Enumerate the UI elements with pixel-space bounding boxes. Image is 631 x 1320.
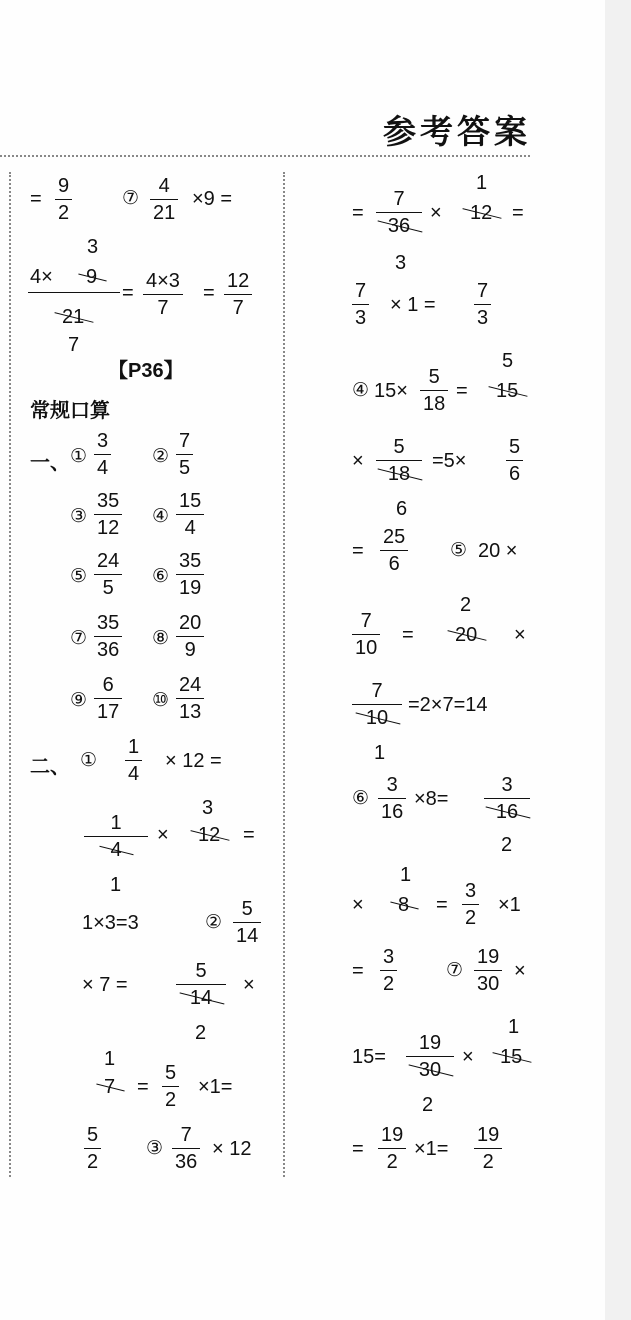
fraction: 5 14 bbox=[176, 960, 226, 1009]
times-sign: × bbox=[514, 624, 526, 646]
eq-sign: = bbox=[352, 960, 364, 982]
expression-text: × 1 = bbox=[390, 294, 436, 316]
fraction: 25 6 bbox=[380, 526, 408, 575]
question-number: ⑥ bbox=[352, 788, 370, 809]
question-number: ④ bbox=[152, 506, 170, 527]
question-number: ⑩ bbox=[152, 690, 170, 711]
eq-sign: = bbox=[436, 894, 448, 916]
times-sign: × bbox=[243, 974, 255, 996]
fraction: 3 2 bbox=[462, 880, 479, 929]
answer-fraction: 24 13 bbox=[176, 674, 204, 723]
cancelled-number: 9 bbox=[86, 266, 98, 288]
cancel-result: 3 bbox=[395, 252, 407, 274]
question-number: ② bbox=[152, 446, 170, 467]
eq-sign: = bbox=[352, 540, 364, 562]
cancelled-number: 15 bbox=[500, 1046, 523, 1068]
expression-text: × 7 = bbox=[82, 974, 128, 996]
header-divider bbox=[0, 155, 530, 157]
eq-sign: = bbox=[203, 282, 215, 304]
times-sign: × bbox=[352, 894, 364, 916]
fraction: 7 36 bbox=[376, 188, 422, 237]
cancelled-number: 12 bbox=[470, 202, 493, 224]
answer-fraction: 3 4 bbox=[94, 430, 111, 479]
fraction: 5 2 bbox=[162, 1062, 179, 1111]
eq-sign: = bbox=[512, 202, 524, 224]
expression-text: ×1 bbox=[498, 894, 521, 916]
page-edge bbox=[605, 0, 631, 1320]
eq-sign: = bbox=[30, 188, 42, 210]
fraction: 3 16 bbox=[378, 774, 406, 823]
section-title: 常规口算 bbox=[30, 398, 110, 422]
eq-sign: = bbox=[402, 624, 414, 646]
fraction: 1 4 bbox=[125, 736, 142, 785]
expression-text: ×8= bbox=[414, 788, 449, 810]
question-number: ② bbox=[205, 912, 223, 933]
question-number: ⑦ bbox=[70, 628, 88, 649]
cancel-result: 1 bbox=[508, 1016, 520, 1038]
times-sign: × bbox=[462, 1046, 474, 1068]
answer-fraction: 35 19 bbox=[176, 550, 204, 599]
times-sign: × bbox=[430, 202, 442, 224]
eq-sign: = bbox=[352, 202, 364, 224]
expression-text: ×1= bbox=[198, 1076, 233, 1098]
cancel-result: 2 bbox=[195, 1022, 207, 1044]
cancel-result: 3 bbox=[87, 236, 99, 258]
fraction: 5 18 bbox=[420, 366, 448, 415]
question-number: ⑦ bbox=[446, 960, 464, 981]
cancel-result: 1 bbox=[476, 172, 488, 194]
fraction: 4 21 bbox=[150, 175, 178, 224]
expression-text: =5× bbox=[432, 450, 467, 472]
expression-text: 1×3=3 bbox=[82, 912, 139, 934]
times-sign: × bbox=[157, 824, 169, 846]
fraction: 7 3 bbox=[474, 280, 491, 329]
fraction-bar bbox=[28, 292, 120, 293]
cancel-result: 5 bbox=[502, 350, 514, 372]
fraction: 1 4 bbox=[84, 812, 148, 861]
fraction: 5 2 bbox=[84, 1124, 101, 1173]
answer-fraction: 6 17 bbox=[94, 674, 122, 723]
fraction: 7 36 bbox=[172, 1124, 200, 1173]
page-label: 【P36】 bbox=[108, 360, 184, 382]
question-number: ⑤ bbox=[450, 540, 468, 561]
part-label: 一、 bbox=[30, 450, 70, 474]
answer-fraction: 20 9 bbox=[176, 612, 204, 661]
answer-fraction: 15 4 bbox=[176, 490, 204, 539]
eq-sign: = bbox=[352, 1138, 364, 1160]
expression-text: =2×7=14 bbox=[408, 694, 488, 716]
fraction: 12 7 bbox=[224, 270, 252, 319]
fraction: 7 10 bbox=[352, 610, 380, 659]
question-number: ⑨ bbox=[70, 690, 88, 711]
fraction: 9 2 bbox=[55, 175, 72, 224]
fraction: 5 6 bbox=[506, 436, 523, 485]
cancel-result: 2 bbox=[501, 834, 513, 856]
cancel-result: 1 bbox=[110, 874, 122, 896]
cancel-result: 1 bbox=[104, 1048, 116, 1070]
times-sign: × bbox=[352, 450, 364, 472]
cancel-result: 6 bbox=[396, 498, 408, 520]
answer-fraction: 24 5 bbox=[94, 550, 122, 599]
expression-text: ×9 = bbox=[192, 188, 233, 210]
cancelled-number: 21 bbox=[62, 306, 85, 328]
fraction: 3 2 bbox=[380, 946, 397, 995]
eq-sign: = bbox=[243, 824, 255, 846]
fraction: 7 3 bbox=[352, 280, 369, 329]
cancelled-number: 20 bbox=[455, 624, 478, 646]
fraction: 19 2 bbox=[378, 1124, 406, 1173]
page-title: 参考答案 bbox=[383, 112, 531, 151]
fraction: 19 2 bbox=[474, 1124, 502, 1173]
fraction: 19 30 bbox=[474, 946, 502, 995]
column-divider bbox=[283, 172, 285, 1177]
cancelled-number: 15 bbox=[496, 380, 519, 402]
expression-text: 15× bbox=[374, 380, 408, 402]
question-number: ⑧ bbox=[152, 628, 170, 649]
expression-text: × 12 bbox=[212, 1138, 252, 1160]
question-number: ⑥ bbox=[152, 566, 170, 587]
fraction: 19 30 bbox=[406, 1032, 454, 1081]
fraction: 4×3 7 bbox=[143, 270, 183, 319]
cancel-result: 1 bbox=[374, 742, 386, 764]
fraction: 3 16 bbox=[484, 774, 530, 823]
cancelled-number: 8 bbox=[398, 894, 410, 916]
fraction: 7 10 bbox=[352, 680, 402, 729]
times-sign: × bbox=[514, 960, 526, 982]
cancelled-number: 12 bbox=[198, 824, 221, 846]
expression-text: × 12 = bbox=[165, 750, 222, 772]
question-number: ④ bbox=[352, 380, 370, 401]
question-number: ① bbox=[70, 446, 88, 467]
answer-fraction: 35 12 bbox=[94, 490, 122, 539]
expression-text: 20 × bbox=[478, 540, 518, 562]
answer-fraction: 7 5 bbox=[176, 430, 193, 479]
question-number: ⑦ bbox=[122, 188, 140, 209]
answer-fraction: 35 36 bbox=[94, 612, 122, 661]
cancel-result: 1 bbox=[400, 864, 412, 886]
question-number: ③ bbox=[70, 506, 88, 527]
eq-sign: = bbox=[456, 380, 468, 402]
fraction: 5 14 bbox=[233, 898, 261, 947]
numerator-text: 4× bbox=[30, 266, 53, 288]
part-label: 二、 bbox=[30, 754, 70, 778]
eq-sign: = bbox=[122, 282, 134, 304]
cancel-result: 3 bbox=[202, 797, 214, 819]
question-number: ① bbox=[80, 750, 98, 771]
question-number: ③ bbox=[146, 1138, 164, 1159]
cancel-result: 2 bbox=[460, 594, 472, 616]
cancel-result: 7 bbox=[68, 334, 80, 356]
fraction: 5 18 bbox=[376, 436, 422, 485]
cancel-result: 2 bbox=[422, 1094, 434, 1116]
cancelled-number: 7 bbox=[104, 1076, 116, 1098]
left-border bbox=[9, 172, 11, 1177]
expression-text: ×1= bbox=[414, 1138, 449, 1160]
question-number: ⑤ bbox=[70, 566, 88, 587]
expression-text: 15= bbox=[352, 1046, 386, 1068]
eq-sign: = bbox=[137, 1076, 149, 1098]
